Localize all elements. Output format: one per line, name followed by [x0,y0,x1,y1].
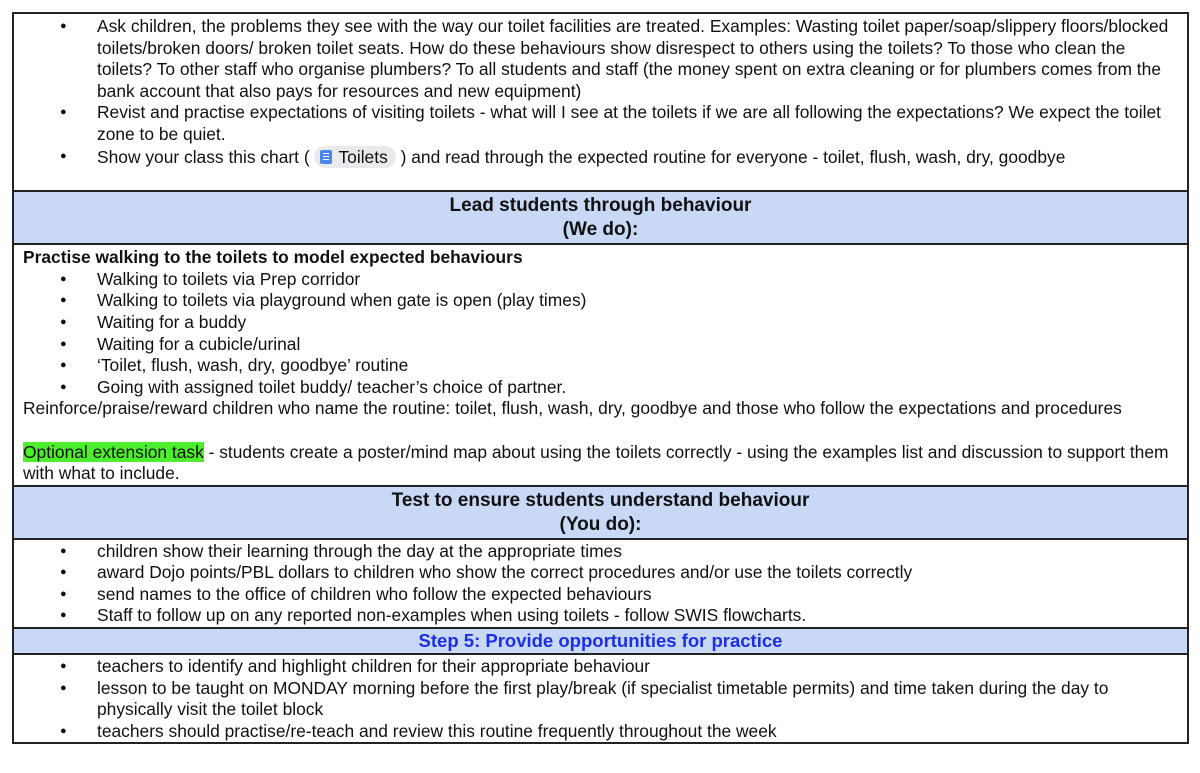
we-do-header [12,192,1189,245]
chart-text-before: Show your class this chart ( [97,146,315,167]
list-item: ● Staff to follow up on any reported non-examples when using toilets - follow SWIS flowcharts. [14,605,1187,627]
we-do-bullet-list [14,269,1187,399]
optional-extension-text: - students create a poster/mind map about using the toilets correctly - using the examples list and discussion to support them with what to include. [23,441,1169,484]
lesson-plan-document [12,12,1189,744]
optional-extension-label: Optional extension task [23,441,204,462]
you-do-bullet-list [14,541,1187,627]
step5-bullet-list [14,656,1187,742]
list-item: ● award Dojo points/PBL dollars to children who show the correct procedures and/or use the toilets correctly [14,562,1187,584]
reinforce-text: Reinforce/praise/reward children who name the routine: toilet, flush, wash, dry, goodbye and those who follow the expectations and procedures [23,398,1122,419]
toilets-doc-chip[interactable] [314,146,395,168]
list-item: ● children show their learning through the day at the appropriate times [14,541,1187,563]
optional-extension [14,442,1187,485]
chip-label: Toilets [338,146,388,167]
list-item: ● lesson to be taught on MONDAY morning before the first play/break (if specialist timetable permits) and time taken during the day to physically visit the toilet block [14,678,1187,721]
list-item: ● teachers should practise/re-teach and review this routine frequently throughout the week [14,721,1187,743]
we-do-section [12,245,1189,487]
list-item: ● Ask children, the problems they see with the way our toilet facilities are treated. Examples: Wasting toilet paper/soap/slippery floors/blocked toilets/broken doors/ broken toilet seats. How do these behaviours show disrespect to others using the toilets? To those who clean the toilets? To other staff who organise plumbers? To all students and staff (the money spent on extra cleaning or for plumbers comes from the bank account that also pays for resources and new equipment) [14,16,1187,102]
you-do-heading-line1: Test to ensure students understand behaviour [391,489,810,511]
intro-section [12,12,1189,192]
list-item: ● Waiting for a cubicle/urinal [14,334,1187,356]
list-item: ● Revist and practise expectations of visiting toilets - what will I see at the toilets if we are all following the expectations? We expect the toilet zone to be quiet. [14,102,1187,145]
list-item: ● send names to the office of children who follow the expected behaviours [14,584,1187,606]
document-icon [320,150,332,164]
we-do-heading-line1: Lead students through behaviour [449,195,752,217]
list-item: ● Walking to toilets via playground when gate is open (play times) [14,290,1187,312]
you-do-heading-line2: (You do): [559,513,642,535]
list-item-chart [14,146,1187,169]
we-do-heading-line2: (We do): [562,219,639,241]
spacer [14,420,1187,442]
we-do-subheading: Practise walking to the toilets to model expected behaviours [23,247,523,268]
intro-bullet-list [14,16,1187,168]
list-item: ● teachers to identify and highlight children for their appropriate behaviour [14,656,1187,678]
you-do-header [12,487,1189,540]
list-item: ● Walking to toilets via Prep corridor [14,269,1187,291]
step5-section [12,655,1189,744]
list-item: ● Waiting for a buddy [14,312,1187,334]
list-item: ● ‘Toilet, flush, wash, dry, goodbye’ routine [14,355,1187,377]
chart-text-after: ) and read through the expected routine for everyone - toilet, flush, wash, dry, goodbye [395,146,1066,167]
list-item: ● Going with assigned toilet buddy/ teacher’s choice of partner. [14,377,1187,399]
step5-header: Step 5: Provide opportunities for practice [12,629,1189,655]
you-do-section [12,540,1189,629]
